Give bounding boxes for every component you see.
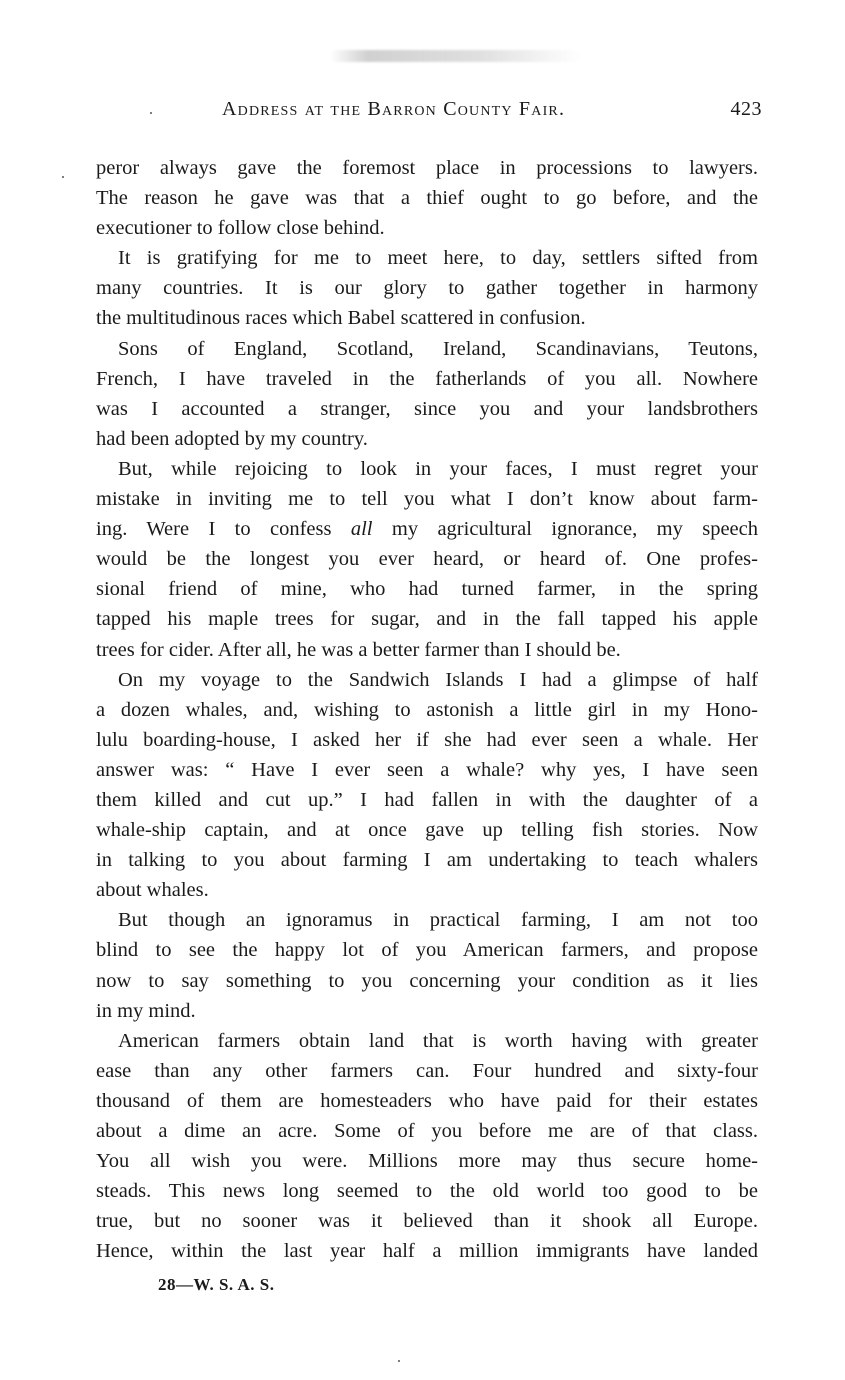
text-line: in my mind. — [96, 999, 196, 1022]
emphasis: all — [350, 518, 373, 541]
text-line: On my voyage to the Sandwich Islands I had a glimpse of half — [118, 668, 758, 691]
text-line: many countries. It is our glory to gather together in harmony — [96, 277, 758, 300]
print-smudge — [330, 50, 580, 62]
text-line: about whales. — [96, 879, 209, 902]
text-line: a dozen whales, and, wishing to astonish a little girl in my Hono- — [96, 698, 758, 721]
text-line: now to say something to you concerning your condition as it lies — [96, 969, 758, 992]
paper-speck — [398, 1360, 400, 1362]
text-line: Sons of England, Scotland, Ireland, Scandinavians, Teutons, — [118, 337, 758, 360]
paper-speck — [62, 176, 64, 178]
text-line: The reason he gave was that a thief ought to go before, and the — [96, 187, 758, 210]
text-line: was I accounted a stranger, since you and your landsbrothers — [96, 397, 758, 420]
signature-mark: 28—W. S. A. S. — [158, 1275, 275, 1294]
text-line: trees for cider. After all, he was a better farmer than I should be. — [96, 638, 621, 661]
page-number: 423 — [730, 98, 762, 120]
text-line: It is gratifying for me to meet here, to day, settlers sifted from — [118, 247, 758, 270]
text-line: But, while rejoicing to look in your faces, I must regret your — [118, 457, 758, 480]
text-line: mistake in inviting me to tell you what I don’t know about farm- — [96, 488, 758, 511]
text-line: steads. This news long seemed to the old world too good to be — [96, 1180, 758, 1203]
text-line: Hence, within the last year half a million immigrants have landed — [96, 1240, 758, 1263]
text-line: them killed and cut up.” I had fallen in with the daughter of a — [96, 788, 758, 811]
text-line: blind to see the happy lot of you American farmers, and propose — [96, 939, 758, 962]
running-title: Address at the Barron County Fair. — [222, 98, 566, 120]
text-line: But though an ignoramus in practical farming, I am not too — [118, 909, 758, 932]
body-text — [96, 153, 758, 1266]
text-line: answer was: “ Have I ever seen a whale? why yes, I have seen — [96, 758, 758, 781]
text-line: You all wish you were. Millions more may thus secure home- — [96, 1150, 758, 1173]
running-head — [100, 98, 762, 128]
text-line: tapped his maple trees for sugar, and in the fall tapped his apple — [96, 608, 758, 631]
text-line: executioner to follow close behind. — [96, 217, 385, 240]
text-line: would be the longest you ever heard, or heard of. One profes- — [96, 548, 758, 571]
paper-speck — [150, 112, 152, 114]
text-line: American farmers obtain land that is worth having with greater — [118, 1029, 758, 1052]
text-line: true, but no sooner was it believed than it shook all Europe. — [96, 1210, 758, 1233]
text-line: about a dime an acre. Some of you before me are of that class. — [96, 1120, 758, 1142]
text-line: French, I have traveled in the fatherlands of you all. Nowhere — [96, 367, 758, 390]
text-line: had been adopted by my country. — [96, 427, 368, 450]
text-line: peror always gave the foremost place in processions to lawyers. — [96, 157, 758, 179]
text-line: the multitudinous races which Babel scattered in confusion. — [96, 307, 586, 330]
text-line: thousand of them are homesteaders who have paid for their estates — [96, 1089, 758, 1112]
text-line: whale-ship captain, and at once gave up telling fish stories. Now — [96, 819, 758, 842]
text-line: ing. Were I to confess all my agricultural ignorance, my speech — [96, 518, 758, 541]
text-line: sional friend of mine, who had turned farmer, in the spring — [96, 578, 758, 601]
text-line: ease than any other farmers can. Four hundred and sixty-four — [96, 1059, 758, 1082]
text-line: lulu boarding-house, I asked her if she had ever seen a whale. Her — [96, 728, 758, 751]
text-line: in talking to you about farming I am undertaking to teach whalers — [96, 849, 758, 872]
